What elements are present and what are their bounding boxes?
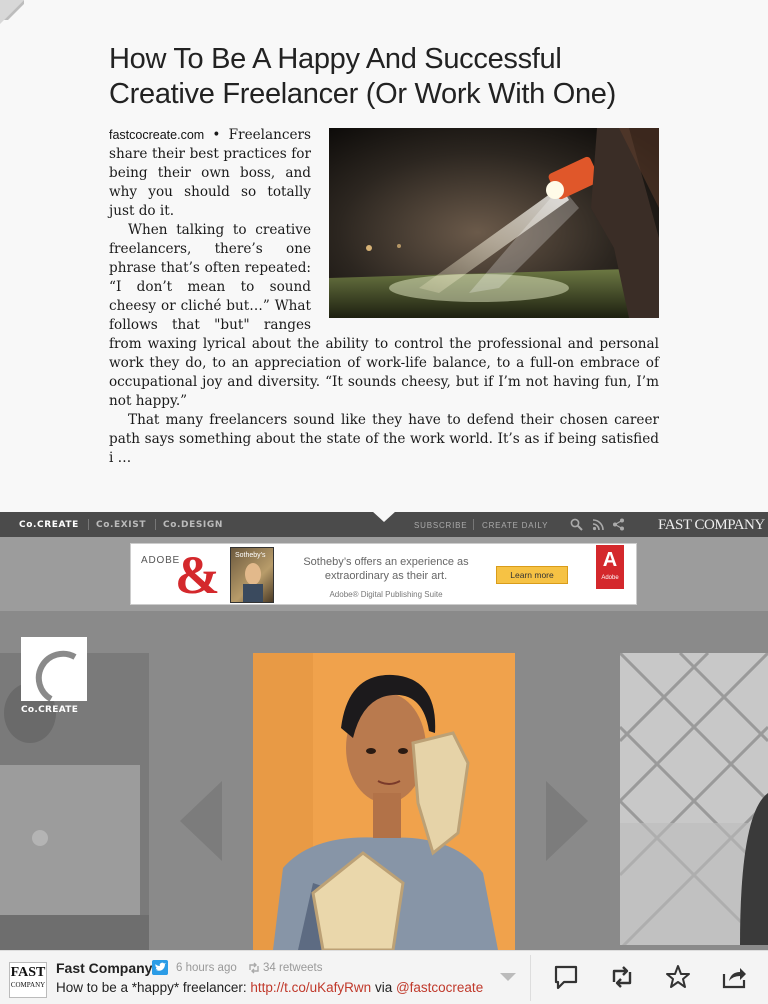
- ampersand-graphic: &: [175, 545, 220, 605]
- sothebys-catalog-image: [230, 547, 274, 603]
- retweet-count-icon: [248, 962, 260, 974]
- learn-more-button[interactable]: Learn more: [496, 566, 568, 584]
- tweet-mention[interactable]: @fastcocreate: [395, 980, 484, 995]
- nav-pointer: [372, 511, 396, 522]
- portrait-icon: [231, 548, 275, 604]
- adobe-logo-text: Adobe: [601, 575, 619, 581]
- woman-with-phone-photo: [253, 653, 515, 950]
- page-corner-fold-icon[interactable]: [0, 0, 24, 24]
- favorite-icon[interactable]: [664, 964, 692, 990]
- share-icon[interactable]: [612, 518, 625, 531]
- diamond-pattern-photo: [620, 653, 768, 945]
- tweet-timestamp[interactable]: 6 hours ago: [176, 962, 237, 974]
- tweet-retweet-count: 34 retweets: [263, 962, 323, 974]
- gallery-tile-next[interactable]: [620, 653, 768, 945]
- rss-icon[interactable]: [592, 518, 605, 531]
- fast-company-avatar[interactable]: [9, 962, 47, 998]
- co-create-logo-box: [21, 637, 87, 701]
- nav-divider: [473, 519, 474, 530]
- retweet-icon[interactable]: [608, 964, 636, 990]
- article-paragraph: When talking to creative freelancers, there’s one phrase that’s often repeated: “I don’t mean to sound cheesy or cliché but…” What follows that "but" ranges from waxing lyrical about the ability to control the professional and personal work they do, to an appreciation of work-life balance, to a full-on embrace of occupational joy and diversity. “It sounds cheesy, but if I’m not having fun, I’m not happy.”: [109, 222, 659, 409]
- tweet-link[interactable]: http://t.co/uKafyRwn: [250, 980, 372, 995]
- avatar-text-line: COMPANY: [10, 981, 46, 989]
- ad-tagline: Adobe® Digital Publishing Suite: [329, 590, 443, 599]
- gallery-tile-current[interactable]: [253, 653, 515, 950]
- tweet-text: [56, 980, 483, 995]
- tweet-body: How to be a *happy* freelancer:: [56, 980, 251, 995]
- adobe-logo-letter: A: [602, 549, 618, 571]
- search-icon[interactable]: [570, 518, 583, 531]
- article-body: [109, 126, 659, 468]
- ad-band: [0, 537, 768, 611]
- adobe-logo-icon: [596, 545, 624, 589]
- tab-co-design[interactable]: Co.DESIGN: [163, 520, 223, 530]
- tab-co-create[interactable]: Co.CREATE: [19, 520, 79, 530]
- next-arrow-icon[interactable]: [546, 781, 590, 861]
- tweet-author[interactable]: Fast Company: [56, 960, 153, 976]
- subscribe-link[interactable]: SUBSCRIBE: [414, 521, 468, 530]
- article-source[interactable]: fastcocreate.com: [109, 128, 205, 142]
- article-hero-photo[interactable]: [329, 128, 659, 318]
- create-daily-link[interactable]: CREATE DAILY: [482, 521, 549, 530]
- story-gallery: [0, 611, 768, 950]
- banner-ad[interactable]: [130, 543, 637, 605]
- tweet-bar: [0, 950, 768, 1004]
- article-title[interactable]: How To Be A Happy And Successful Creative Freelancer (Or Work With One): [109, 43, 616, 110]
- tweet-via: via: [371, 980, 396, 995]
- catalog-label: Sotheby's: [235, 552, 266, 559]
- ad-copy: Sotheby’s offers an experience as extraordinary as their art.: [303, 556, 469, 582]
- avatar-text-line: FAST: [10, 965, 46, 980]
- co-create-badge[interactable]: [21, 637, 87, 713]
- source-bullet: •: [204, 127, 229, 143]
- article-lede: Freelancers share their best practices for being their own boss, and why you should so totally just do it.: [109, 127, 311, 219]
- flashlight-night-photo: [329, 128, 659, 318]
- tab-co-exist[interactable]: Co.EXIST: [96, 520, 147, 530]
- nav-divider: [155, 519, 156, 530]
- chevron-down-icon[interactable]: [500, 973, 516, 983]
- article-paragraph: That many freelancers sound like they have to defend their chosen career path says something about the state of the work world. It’s as if being satisfied i …: [109, 412, 659, 466]
- tweet-actions-divider: [530, 955, 531, 1001]
- share-icon[interactable]: [720, 964, 748, 990]
- nav-divider: [88, 519, 89, 530]
- twitter-bird-icon: [152, 960, 168, 975]
- co-create-c-icon: [21, 637, 87, 701]
- section-nav-bar: [0, 512, 768, 537]
- reply-icon[interactable]: [552, 964, 580, 990]
- co-create-label: Co.CREATE: [21, 705, 79, 715]
- previous-arrow-icon[interactable]: [180, 781, 224, 861]
- ad-brand-word: ADOBE: [141, 555, 181, 566]
- fast-company-logo[interactable]: FAST COMPANY: [658, 517, 765, 533]
